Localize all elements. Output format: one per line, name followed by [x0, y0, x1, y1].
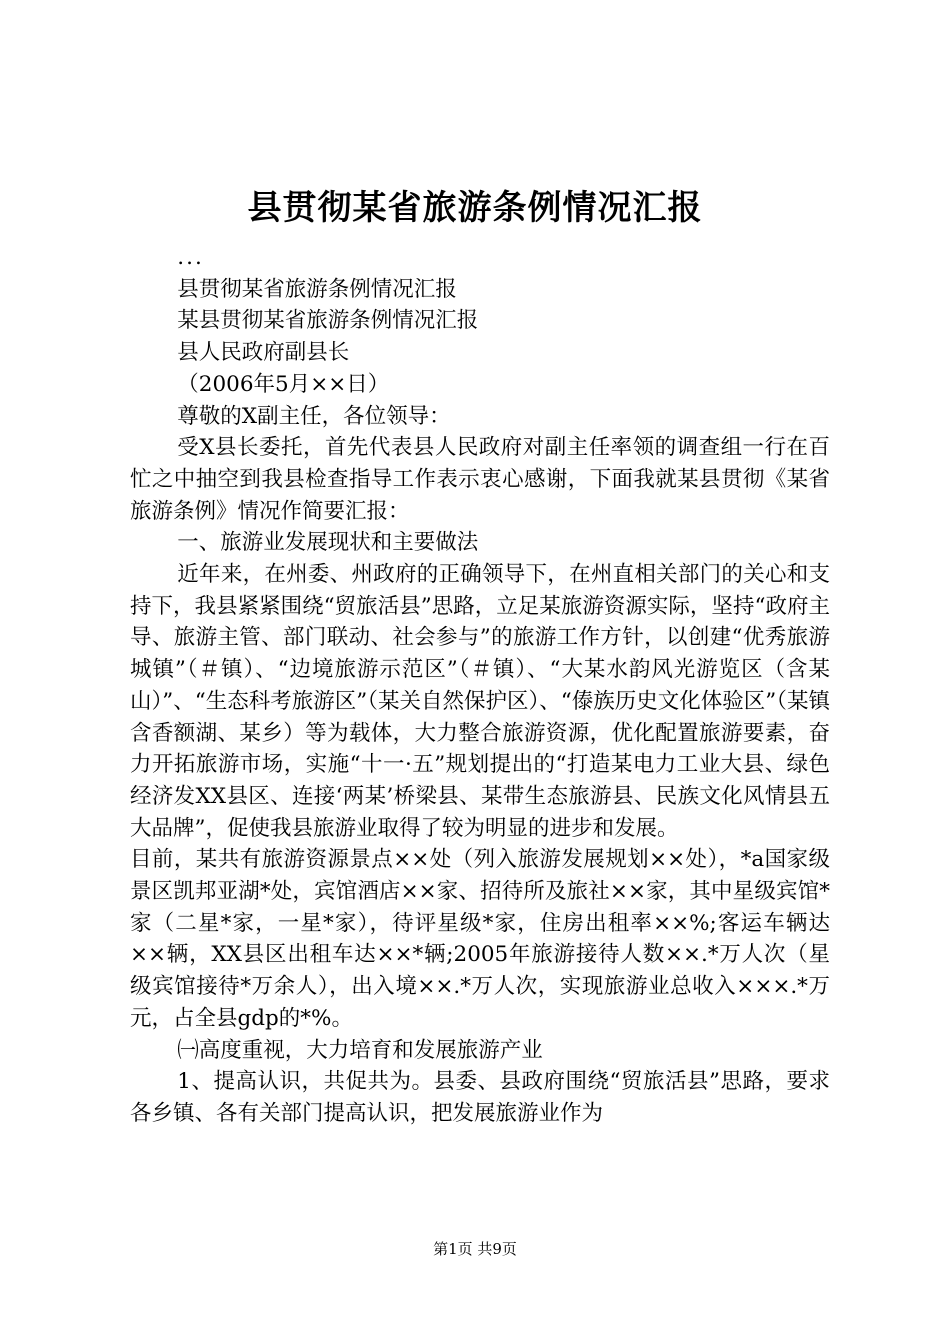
- author-line: 县人民政府副县长: [177, 340, 350, 366]
- intro-paragraph: 受X县长委托，首先代表县人民政府对副主任率领的调查组一行在百忙之中抽空到我县检查指导工作表示衷心感谢，下面我就某县贯彻《某省旅游条例》情况作简要汇报：: [130, 435, 830, 524]
- page-footer: 第1页 共9页: [433, 1240, 517, 1258]
- ellipsis-line: ...: [177, 245, 204, 270]
- statistics-paragraph: 目前，某共有旅游资源景点××处（列入旅游发展规划××处），*a国家级景区凯邦亚湖*处，宾馆酒店××家、招待所及旅社××家，其中星级宾馆*家（二星*家，一星*家），待评星级*家，住房出租率××%;客运车辆达××辆，XX县区出租车达××*辆;2005年旅游接待人数××.*万人次（星级宾馆接待*万余人），出入境××.*万人次，实现旅游业总收入×××.*万元，占全县gdp的*%。: [130, 847, 830, 1031]
- section-heading: 一、旅游业发展现状和主要做法: [177, 530, 479, 556]
- report-title-line: 某县贯彻某省旅游条例情况汇报: [177, 308, 479, 334]
- point-paragraph: 1、提高认识，共促共为。县委、县政府围绕“贸旅活县”思路，要求各乡镇、各有关部门提高认识，把发展旅游业作为: [130, 1069, 830, 1126]
- document-body: [130, 242, 830, 1130]
- salutation-line: 尊敬的X副主任，各位领导：: [177, 403, 451, 429]
- subtitle-line: 县贯彻某省旅游条例情况汇报: [177, 276, 457, 302]
- overview-paragraph: 近年来，在州委、州政府的正确领导下，在州直相关部门的关心和支持下，我县紧紧围绕“贸旅活县”思路，立足某旅游资源实际，坚持“政府主导、旅游主管、部门联动、社会参与”的旅游工作方针，以创建“优秀旅游城镇”（＃镇）、“边境旅游示范区”（＃镇）、“大某水韵风光游览区（含某山）”、“生态科考旅游区”（某关自然保护区）、“傣族历史文化体验区”（某镇含香额湖、某乡）等为载体，大力整合旅游资源，优化配置旅游要素，奋力开拓旅游市场，实施“十一·五”规划提出的“打造某电力工业大县、绿色经济发XX县区、连接‘两某’桥梁县、某带生态旅游县、民族文化风情县五大品牌”，促使我县旅游业取得了较为明显的进步和发展。: [130, 562, 830, 841]
- subsection-heading: ㈠高度重视，大力培育和发展旅游产业: [177, 1037, 543, 1063]
- date-line: （2006年5月××日）: [177, 371, 390, 397]
- document-title: 县贯彻某省旅游条例情况汇报: [247, 188, 703, 228]
